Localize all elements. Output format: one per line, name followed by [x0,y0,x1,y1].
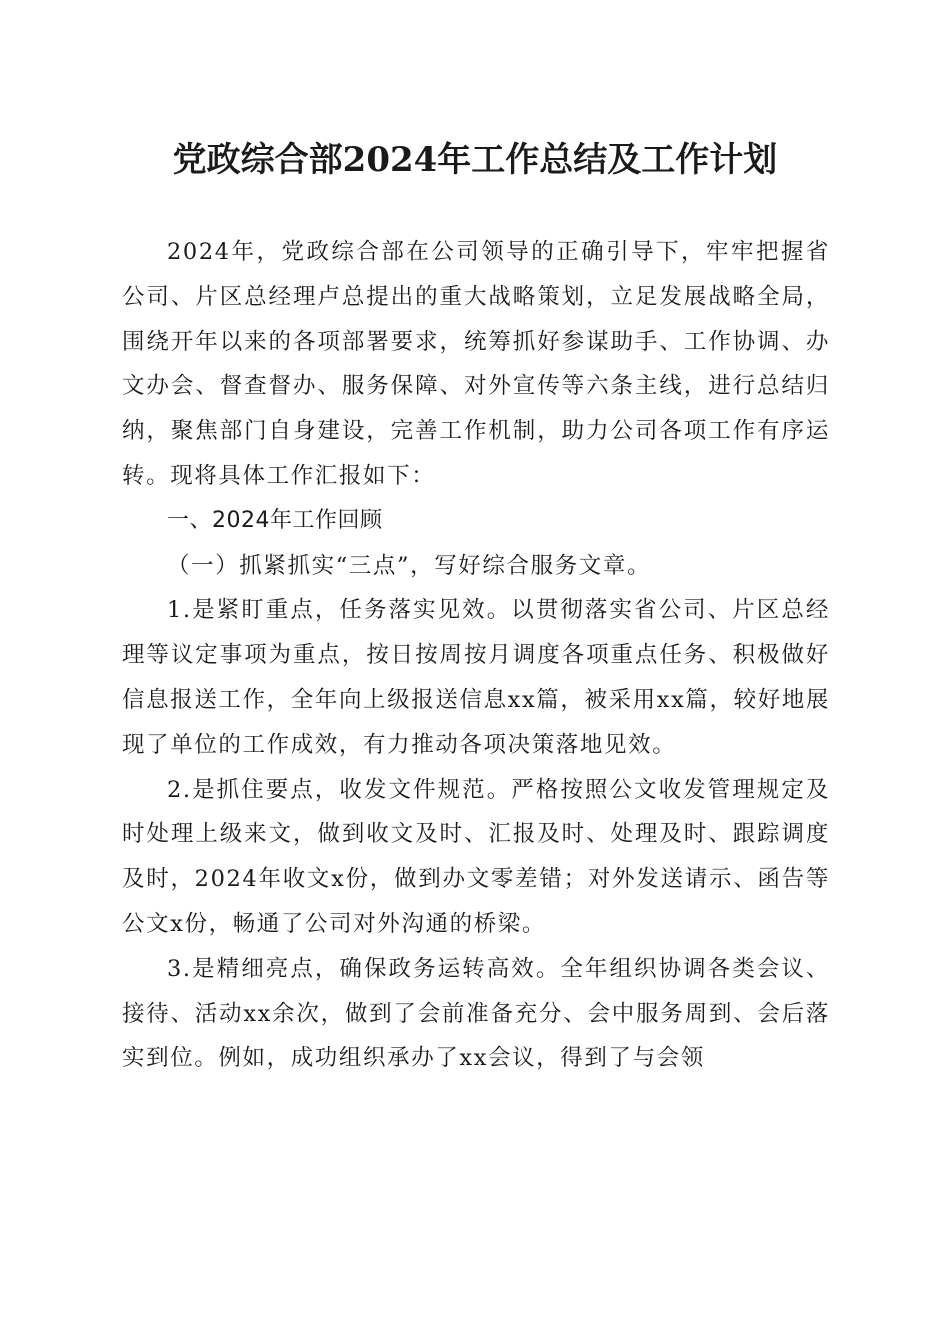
document-body [122,230,830,1081]
subsection-heading-three-points: （一）抓紧抓实“三点”，写好综合服务文章。 [167,552,652,579]
item-paragraph-3: 3.是精细亮点，确保政务运转高效。全年组织协调各类会议、接待、活动xx余次，做到了会前准备充分、会中服务周到、会后落实到位。例如，成功组织承办了xx会议，得到了与会领 [122,955,830,1072]
item-paragraph-1: 1.是紧盯重点，任务落实见效。以贯彻落实省公司、片区总经理等议定事项为重点，按日按周按月调度各项重点任务、积极做好信息报送工作，全年向上级报送信息xx篇，被采用xx篇，较好地展现了单位的工作成效，有力推动各项决策落地见效。 [122,597,830,758]
section-heading-review: 一、2024年工作回顾 [167,507,383,533]
intro-paragraph: 2024年，党政综合部在公司领导的正确引导下，牢牢把握省公司、片区总经理卢总提出的重大战略策划，立足发展战略全局，围绕开年以来的各项部署要求，统筹抓好参谋助手、工作协调、办文办会、督查督办、服务保障、对外宣传等六条主线，进行总结归纳，聚焦部门自身建设，完善工作机制，助力公司各项工作有序运转。现将具体工作汇报如下： [122,239,830,489]
item-paragraph-2: 2.是抓住要点，收发文件规范。严格按照公文收发管理规定及时处理上级来文，做到收文及时、汇报及时、处理及时、跟踪调度及时，2024年收文x份，做到办文零差错；对外发送请示、函告等公文x份，畅通了公司对外沟通的桥梁。 [122,776,830,937]
document-title: 党政综合部2024年工作总结及工作计划 [172,140,778,180]
